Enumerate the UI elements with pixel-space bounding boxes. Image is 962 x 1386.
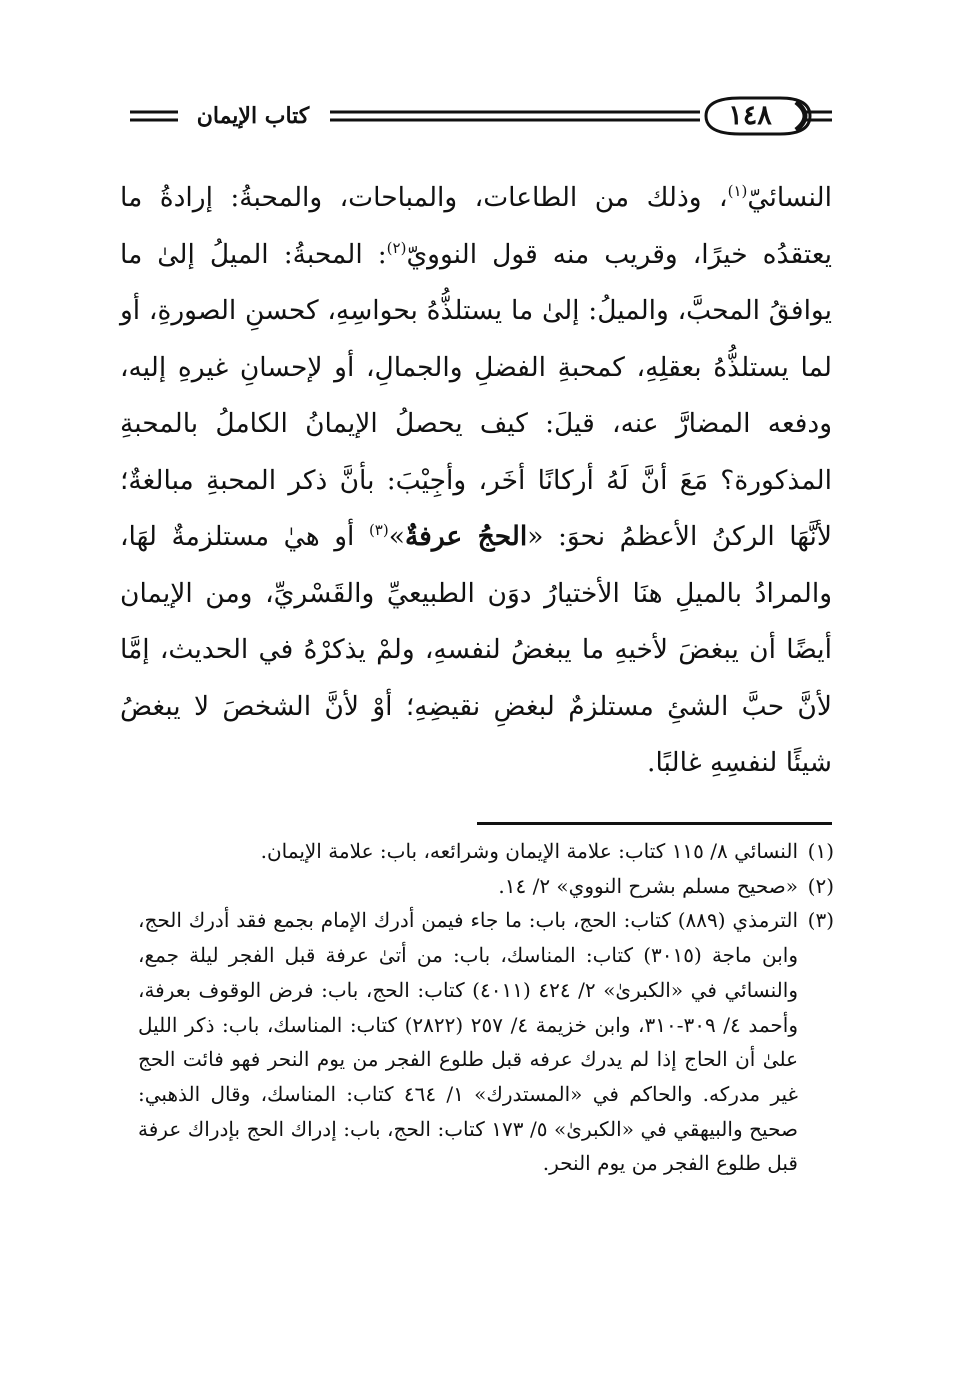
main-paragraph — [120, 170, 832, 792]
footnote-2 — [138, 869, 834, 904]
hadith-quote: الحجُ عرفةٌ — [404, 521, 528, 552]
running-title: كتاب الإيمان — [178, 98, 328, 134]
footnote-number: (٣) — [807, 908, 834, 933]
footnote-1 — [138, 834, 834, 869]
text-segment: النسائيّ — [747, 182, 832, 213]
footnote-text: الترمذي (٨٨٩) كتاب: الحج، باب: ما جاء فيمن أدرك الإمام بجمع فقد أدرك الحج، وابن ماجة (٣٠١٥) كتاب: المناسك، باب: من أتىٰ عرفة قبل الفجر ليلة جمع، والنسائي في «الكبرىٰ» ٢/ ٤٢٤ (٤٠١١) كتاب: الحج، باب: فرض الوقوف بعرفة، وأحمد ٤/ ٣٠٩-٣١٠، وابن خزيمة ٤/ ٢٥٧ (٢٨٢٢) كتاب: المناسك، باب: ذكر الليل علىٰ أن الحاج إذا لم يدرك عرفه قبل طلوع الفجر من يوم النحر فهو فائت الحج غير مدركه. والحاكم في «المستدرك» ١/ ٤٦٤ كتاب: المناسك، وقال الذهبي: صحيح والبيهقي في «الكبرىٰ» ٥/ ١٧٣ كتاب: الحج، باب: إدراك الحج بإدراك عرفة قبل طلوع الفجر من يوم النحر. — [138, 908, 798, 1176]
footnote-ref-2: (٢) — [386, 238, 407, 257]
footnotes — [138, 834, 834, 1181]
footnote-text: «صحيح مسلم بشرح النووي» ٢/ ١٤. — [498, 873, 798, 898]
text-segment: ، وذلك من الطاعات، والمباحات، والمحبةُ: إرادةُ ما يعتقدُه خيرًا، وقريب منه قول النوويّ — [120, 182, 833, 270]
footnote-separator — [477, 822, 832, 825]
footnote-ref-3: (٣) — [368, 521, 389, 540]
footnote-number: (٢) — [807, 873, 834, 898]
text-segment: » — [388, 521, 405, 552]
footnote-number: (١) — [807, 839, 834, 863]
page-header — [120, 92, 834, 142]
text-segment: : المحبةُ: الميلُ إلىٰ ما يوافقُ المحبَّ، والميلُ: إلىٰ ما يستلذُّهُ بحواسِهِ، كحسنِ الصورةِ، أو لما يستلذُّهُ بعقلِهِ، كمحبةِ الفضلِ والجمالِ، أو لإحسانِ غيرهِ إليه، ودفعه المضارَّ عنه، قيلَ: كيف يحصلُ الإيمانُ الكاملُ بالمحبةِ المذكورة؟ مَعَ أنَّ لَهُ أركانًا أخَر، وأجِيْبَ: بأنَّ ذكر المحبةِ مبالغةٌ؛ لأنَّهَا الركنُ الأعظمُ نحوَ: « — [120, 238, 833, 552]
text-segment: أو هيٰ مستلزمةٌ لهَا، والمرادُ بالميلِ هنَا الأختيارُ دوَن الطبيعيِّ والقَسْريِّ، ومن الإيمان أيضًا أن يبغضَ لأخيهِ ما يبغضُ لنفسهِ، ولمْ يذكرْهُ في الحديث، إمَّا لأنَّ حبَّ الشئِ مستلزمٌ لبغضِ نقيضِهِ؛ أوْ لأنَّ الشخصَ لا يبغضُ شيئًا لنفسِهِ غالبًا. — [120, 521, 832, 778]
footnote-ref-1: (١) — [727, 182, 748, 201]
footnote-text: النسائي ٨/ ١١٥ كتاب: علامة الإيمان وشرائعه، باب: علامة الإيمان. — [260, 839, 798, 863]
page-number: ١٤٨ — [728, 100, 772, 131]
footnote-3 — [138, 903, 834, 1181]
main-text — [120, 170, 832, 792]
